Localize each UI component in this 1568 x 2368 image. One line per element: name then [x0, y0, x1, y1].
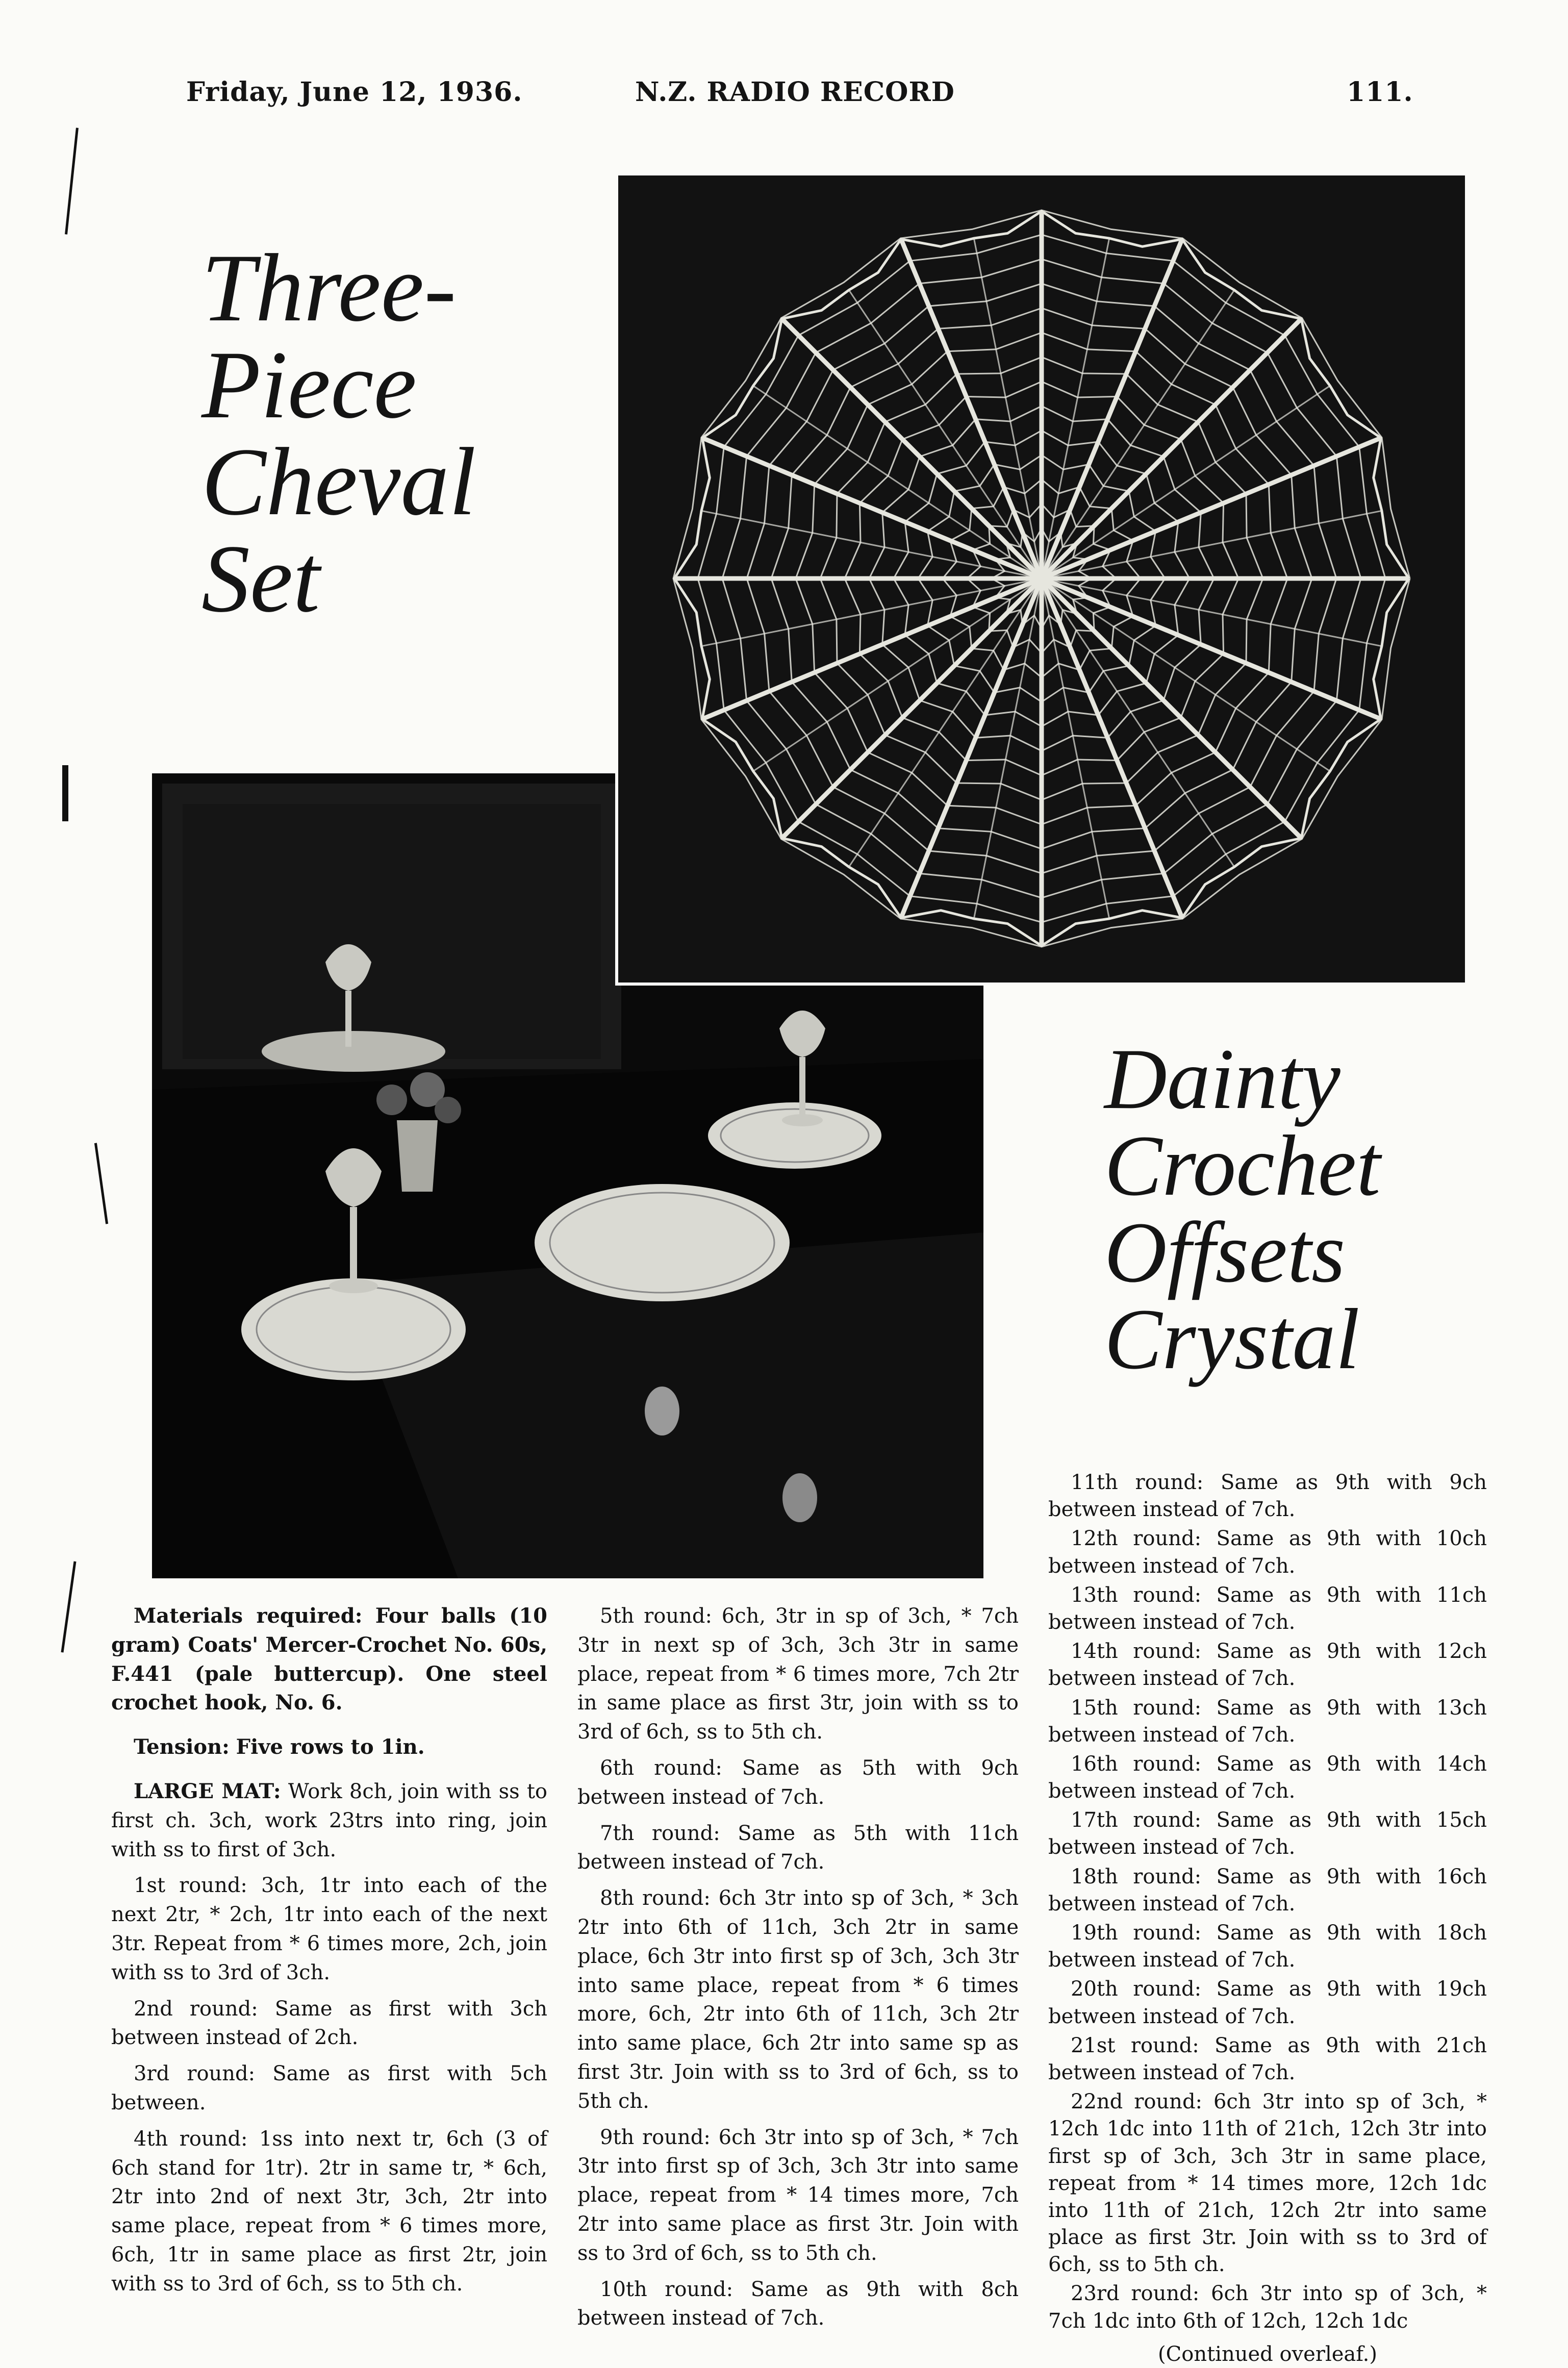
round-paragraph: 18th round: Same as 9th with 16ch between instead of 7ch. — [1048, 1865, 1487, 1916]
doily-closeup-photo — [615, 172, 1468, 986]
headline-line: Set — [201, 525, 320, 633]
round-paragraph: 5th round: 6ch, 3tr in sp of 3ch, * 7ch 3tr in next sp of 3ch, 3ch 3tr in same place, repeat from * 6 times more, 7ch 2tr in same place as first 3tr, join with ss to 3rd of 6ch, ss to 5th ch. — [577, 1604, 1019, 1744]
margin-mark — [94, 1143, 108, 1224]
round-paragraph: 10th round: Same as 9th with 8ch between instead of 7ch. — [577, 2277, 1019, 2330]
headline-line: Crystal — [1104, 1291, 1360, 1387]
round-paragraph: 7th round: Same as 5th with 11ch between instead of 7ch. — [577, 1821, 1019, 1874]
doily-illustration — [618, 175, 1465, 983]
instructions-column-2 — [577, 1602, 1019, 2340]
doily-thread — [1030, 567, 1053, 590]
large-mat-label: LARGE MAT: — [134, 1779, 281, 1803]
round-paragraph: 9th round: 6ch 3tr into sp of 3ch, * 7ch 3tr into first sp of 3ch, 3ch 3tr into same place, repeat from * 14 times more, 7ch 2tr into same place as first 3tr. Join with ss to 3rd of 6ch, ss to 5th ch. — [577, 2125, 1019, 2265]
round-paragraph: 22nd round: 6ch 3tr into sp of 3ch, * 12ch 1dc into 11th of 21ch, 12ch 3tr into first sp of 3ch, 3ch 3tr in same place, repeat from * 14 times more, 12ch 1dc into 11th of 21ch, 12ch 2tr into same place as first 3tr. Join with ss to 3rd of 6ch, ss to 5th ch. — [1048, 2090, 1487, 2277]
headline-cheval-set — [201, 235, 476, 633]
round-paragraph: 1st round: 3ch, 1tr into each of the next 2tr, * 2ch, 1tr into each of the next 3tr. Repeat from * 6 times more, 2ch, join with ss to 3rd of 3ch. — [111, 1874, 547, 1984]
round-paragraph: 20th round: Same as 9th with 19ch between instead of 7ch. — [1048, 1977, 1487, 2028]
round-paragraph: 4th round: 1ss into next tr, 6ch (3 of 6ch stand for 1tr). 2tr in same tr, * 6ch, 2tr into 2nd of next 3tr, 3ch, 2tr into same place, repeat from * 6 times more, 6ch, 1tr in same place as first 2tr, join with ss to 3rd of 6ch, ss to 5th ch. — [111, 2127, 547, 2296]
round-paragraph: 8th round: 6ch 3tr into sp of 3ch, * 3ch 2tr into 6th of 11ch, 3ch 2tr in same place, 6ch 3tr into first sp of 3ch, 3ch 3tr into same place, repeat from * 6 times more, 6ch, 2tr into 6th of 11ch, 3ch 2tr into same place, 6ch 2tr into same sp as first 3tr. Join with ss to 3rd of 6ch, ss to 5th ch. — [577, 1886, 1019, 2113]
round-paragraph: 11th round: Same as 9th with 9ch between instead of 7ch. — [1048, 1471, 1487, 1522]
round-paragraph: 6th round: Same as 5th with 9ch between instead of 7ch. — [577, 1756, 1019, 1809]
continued-note: (Continued overleaf.) — [1158, 2342, 1377, 2366]
tension-label: Tension: — [134, 1735, 230, 1759]
round-paragraph: 17th round: Same as 9th with 15ch between instead of 7ch. — [1048, 1808, 1487, 1859]
headline-line: Piece — [201, 332, 417, 439]
tension-paragraph — [111, 1733, 547, 1762]
large-mat-center — [535, 1184, 790, 1301]
round-paragraph: 19th round: Same as 9th with 18ch between instead of 7ch. — [1048, 1921, 1487, 1972]
round-paragraph: 21st round: Same as 9th with 21ch between instead of 7ch. — [1048, 2033, 1487, 2084]
issue-date: Friday, June 12, 1936. — [186, 77, 523, 108]
mirror-reflection-mat — [262, 1031, 445, 1072]
round-paragraph: 14th round: Same as 9th with 12ch between instead of 7ch. — [1048, 1640, 1487, 1691]
headline-line: Crochet — [1104, 1118, 1381, 1214]
small-mat-left — [241, 1278, 466, 1380]
headline-line: Dainty — [1104, 1031, 1341, 1127]
margin-mark — [61, 1561, 76, 1653]
round-paragraph: 13th round: Same as 9th with 11ch between instead of 7ch. — [1048, 1583, 1487, 1634]
publication-name: N.Z. RADIO RECORD — [635, 77, 955, 108]
page-number: 111. — [1347, 77, 1413, 108]
materials-text: Four balls (10 gram) Coats' Mercer-Crochet No. 60s, F.441 (pale buttercup). One steel crochet hook, No. 6. — [111, 1604, 547, 1715]
large-mat-paragraph — [111, 1777, 547, 1864]
headline-line: Offsets — [1104, 1204, 1346, 1300]
materials-label: Materials required: — [134, 1604, 363, 1628]
materials-paragraph — [111, 1602, 547, 1718]
margin-mark — [62, 765, 68, 821]
round-paragraph: 3rd round: Same as first with 5ch between. — [111, 2062, 547, 2114]
round-paragraph: 2nd round: Same as first with 3ch between instead of 2ch. — [111, 1997, 547, 2050]
round-paragraph: 23rd round: 6ch 3tr into sp of 3ch, * 7ch 1dc into 6th of 12ch, 12ch 1dc — [1048, 2282, 1487, 2333]
headline-dainty-crochet — [1104, 1031, 1381, 1387]
round-paragraph: 15th round: Same as 9th with 13ch between instead of 7ch. — [1048, 1696, 1487, 1747]
instructions-column-1 — [111, 1602, 547, 2306]
headline-line: Cheval — [201, 429, 476, 536]
large-mat-text: Work 8ch, join with ss to first ch. 3ch, work 23trs into ring, join with ss to first of 3ch. — [111, 1779, 548, 1861]
round-paragraph: 16th round: Same as 9th with 14ch between instead of 7ch. — [1048, 1752, 1487, 1803]
round-paragraph: 12th round: Same as 9th with 10ch between instead of 7ch. — [1048, 1527, 1487, 1578]
headline-line: Three- — [201, 235, 457, 342]
tension-text: Five rows to 1in. — [236, 1735, 425, 1759]
instructions-column-3 — [1048, 1469, 1487, 2368]
margin-mark — [65, 128, 79, 234]
small-mat-right — [708, 1102, 881, 1169]
